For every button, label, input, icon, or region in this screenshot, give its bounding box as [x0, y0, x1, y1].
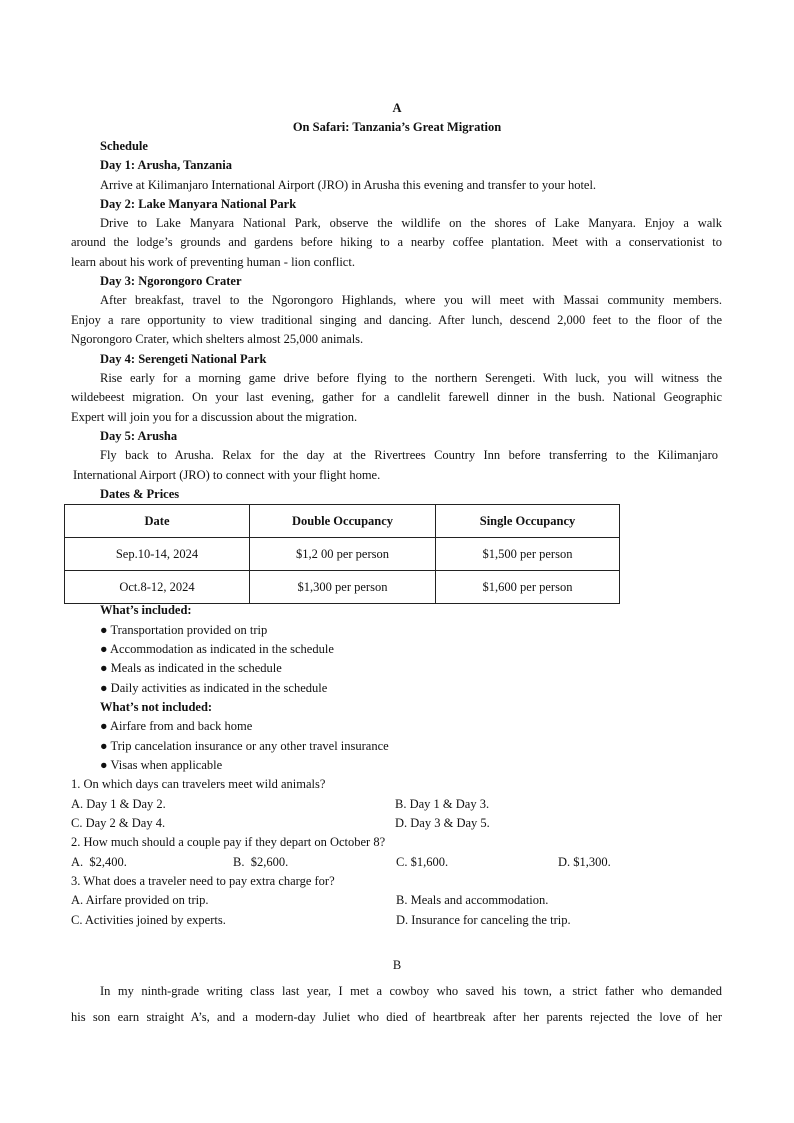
prices-heading: Dates & Prices — [100, 487, 180, 501]
not-included-heading: What’s not included: — [100, 700, 213, 714]
day-4-text-line-3: Expert will join you for a discussion about the migration. — [71, 410, 358, 424]
table-cell: Oct.8-12, 2024 — [65, 571, 250, 604]
day-2-heading: Day 2: Lake Manyara National Park — [100, 197, 297, 211]
question-1-option-d: D. Day 3 & Day 5. — [395, 816, 490, 830]
table-cell: $1,500 per person — [436, 538, 620, 571]
question-2-option-d: D. $1,300. — [558, 855, 611, 869]
table-row — [65, 571, 620, 604]
question-1-option-a: A. Day 1 & Day 2. — [71, 797, 166, 811]
list-item: ● Accommodation as indicated in the schedule — [100, 642, 334, 656]
question-3-option-d: D. Insurance for canceling the trip. — [396, 913, 571, 927]
section-b-line-1: In my ninth-grade writing class last year, I met a cowboy who saved his town, a strict father who demanded — [100, 984, 722, 998]
day-3-text-line-2: Enjoy a rare opportunity to view traditional singing and dancing. After lunch, descend 2,000 feet to the floor of the — [71, 313, 722, 327]
question-1-option-c: C. Day 2 & Day 4. — [71, 816, 166, 830]
list-item: ● Transportation provided on trip — [100, 623, 268, 637]
included-heading: What’s included: — [100, 603, 192, 617]
day-4-text-line-1: Rise early for a morning game drive before flying to the northern Serengeti. With luck, you will witness the — [100, 371, 722, 385]
table-cell: $1,600 per person — [436, 571, 620, 604]
table-cell: $1,300 per person — [250, 571, 436, 604]
table-row — [65, 538, 620, 571]
section-b-letter: B — [392, 958, 402, 972]
day-5-heading: Day 5: Arusha — [100, 429, 178, 443]
list-item: ● Trip cancelation insurance or any other travel insurance — [100, 739, 389, 753]
list-item: ● Airfare from and back home — [100, 719, 253, 733]
list-item: ● Meals as indicated in the schedule — [100, 661, 282, 675]
section-b-line-2: his son earn straight A’s, and a modern-day Juliet who died of heartbreak after her parents rejected the love of her — [71, 1010, 722, 1024]
question-2-option-a: A. $2,400. — [71, 855, 127, 869]
question-2-option-c: C. $1,600. — [396, 855, 449, 869]
day-5-text-line-2: International Airport (JRO) to connect with your flight home. — [73, 468, 381, 482]
question-1-option-b: B. Day 1 & Day 3. — [395, 797, 490, 811]
table-header-date: Date — [65, 505, 250, 538]
day-2-text-line-2: around the lodge’s grounds and gardens before hiking to a nearby coffee plantation. Meet with a conservationist to — [71, 235, 722, 249]
question-2-stem: 2. How much should a couple pay if they depart on October 8? — [71, 835, 386, 849]
day-3-heading: Day 3: Ngorongoro Crater — [100, 274, 242, 288]
schedule-heading: Schedule — [100, 139, 148, 153]
table-header-double: Double Occupancy — [250, 505, 436, 538]
question-1-stem: 1. On which days can travelers meet wild animals? — [71, 777, 326, 791]
table-header-single: Single Occupancy — [436, 505, 620, 538]
question-3-option-b: B. Meals and accommodation. — [396, 893, 549, 907]
day-1-heading: Day 1: Arusha, Tanzania — [100, 158, 232, 172]
day-3-text-line-1: After breakfast, travel to the Ngorongoro Highlands, where you will meet with Massai community members. — [100, 293, 722, 307]
table-cell: Sep.10-14, 2024 — [65, 538, 250, 571]
day-2-text-line-1: Drive to Lake Manyara National Park, observe the wildlife on the shores of Lake Manyara. Enjoy a walk — [100, 216, 722, 230]
question-3-stem: 3. What does a traveler need to pay extra charge for? — [71, 874, 335, 888]
table-header-row — [65, 505, 620, 538]
list-item: ● Visas when applicable — [100, 758, 223, 772]
day-3-text-line-3: Ngorongoro Crater, which shelters almost 25,000 animals. — [71, 332, 364, 346]
day-5-text-line-1: Fly back to Arusha. Relax for the day at the Rivertrees Country Inn before transferring to the Kilimanjaro — [100, 448, 718, 462]
section-a-title: On Safari: Tanzania’s Great Migration — [292, 120, 502, 134]
section-a-letter: A — [392, 101, 402, 115]
table-cell: $1,2 00 per person — [250, 538, 436, 571]
day-4-heading: Day 4: Serengeti National Park — [100, 352, 267, 366]
day-1-text: Arrive at Kilimanjaro International Airport (JRO) in Arusha this evening and transfer to your hotel. — [100, 178, 597, 192]
day-2-text-line-3: learn about his work of preventing human - lion conflict. — [71, 255, 355, 269]
question-2-option-b: B. $2,600. — [233, 855, 289, 869]
question-3-option-c: C. Activities joined by experts. — [71, 913, 226, 927]
day-4-text-line-2: wildebeest migration. On your last evening, gather for a candlelit farewell dinner in the bush. National Geographic — [71, 390, 722, 404]
question-3-option-a: A. Airfare provided on trip. — [71, 893, 209, 907]
prices-table — [64, 504, 620, 604]
list-item: ● Daily activities as indicated in the schedule — [100, 681, 328, 695]
